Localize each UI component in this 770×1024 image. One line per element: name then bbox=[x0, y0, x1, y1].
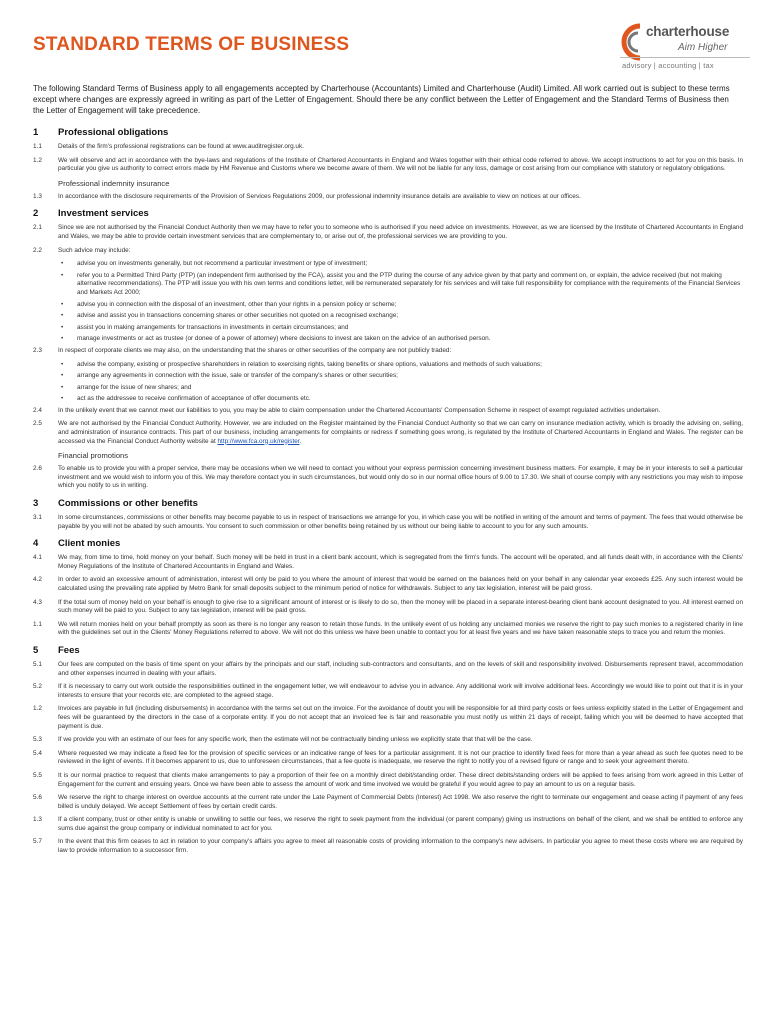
clause-number: 2.1 bbox=[33, 224, 42, 232]
clause-number: 4.1 bbox=[33, 554, 42, 562]
clause bbox=[33, 750, 743, 767]
section-title: Professional obligations bbox=[58, 127, 169, 138]
clause-body: In order to avoid an excessive amount of administration, interest will only be paid to you where the amount of interest that would be earned on the balances held on your behalf in any calendar year exceeds £25. Any such interest would be calculated using the prevailing rate applied by Metro Bank for small deposits subject to the minimum period of notice for withdrawals. Subject to any tax legislation, interest will be paid gross. bbox=[58, 576, 743, 592]
clause bbox=[33, 661, 743, 678]
intro-paragraph: The following Standard Terms of Business apply to all engagements accepted by Charterhouse (Accountants) Limited and Charterhouse (Audit) Limited. All work carried out is subject to these terms except where changes are expressly agreed in writing as part of the Letter of Engagement. Should there be any conflict between the Letter of Engagement and the Standard Terms of Business then the Letter of Engagement will take precedence. bbox=[33, 84, 730, 115]
clause-number: 2.6 bbox=[33, 465, 42, 473]
bullet-icon: • bbox=[61, 271, 64, 279]
clause-number: 5.7 bbox=[33, 838, 42, 846]
clause bbox=[33, 816, 743, 833]
clause-text bbox=[58, 247, 743, 256]
clause-body: It is our normal practice to request that clients make arrangements to pay a proportion of their fee on a monthly direct debit/standing order. These direct debits/standing orders will be applied to fees arising from work agreed in this Letter of Engagement for the current and ensuing years. Once we have been able to assess the amount of work and time involved we would be grateful if you would agree to pay an amount to us on a regular basis. bbox=[58, 771, 743, 788]
clause-body: In accordance with the disclosure requirements of the Provision of Services Regulations 2009, our professional indemnity insurance details are available to view on notices at our offices. bbox=[58, 192, 581, 200]
section-number: 3 bbox=[33, 498, 39, 510]
bullet-icon: • bbox=[61, 395, 64, 403]
clause-number: 1.1 bbox=[33, 620, 42, 628]
clause-text bbox=[58, 794, 743, 811]
clause-text bbox=[58, 407, 743, 416]
clause-text bbox=[58, 736, 743, 745]
clause bbox=[33, 347, 743, 356]
clause-body: In respect of corporate clients we may also, on the understanding that the shares or other securities of the company are not publicly traded: bbox=[58, 346, 452, 354]
clause-number: 5.4 bbox=[33, 749, 42, 757]
bullet-text: advise you on investments generally, but not recommend a particular investment or type of investment; bbox=[77, 260, 368, 268]
clause bbox=[33, 838, 743, 855]
bullet-text: refer you to a Permitted Third Party (PTP) (an independent firm authorised by the FCA), assist you and the PTP during the course of any advice given by that party and comment on, or explain, the advice received (but not making alternative recommendations). The PTP will issue you with his own terms and conditions letter, will be remunerated separately for his services and will take full responsibility for compliance with the requirements of the Financial Services and Markets Act 2000; bbox=[77, 271, 741, 296]
clause-body: If we provide you with an estimate of our fees for any specific work, then the estimate will not be contractually binding unless we explicitly state that that will be the case. bbox=[58, 736, 533, 744]
clause-body: If a client company, trust or other entity is unable or unwilling to settle our fees, we reserve the right to seek payment from the individual (or parent company) giving us instructions on behalf of the client, and we shall be entitled to enforce any sums due against the group company or individual nominated to act for you. bbox=[58, 816, 743, 832]
bullet-icon: • bbox=[61, 323, 64, 331]
clause-body: Where requested we may indicate a fixed fee for the provision of specific services or an indicative range of fees for a particular assignment. It is not our practice to identify fixed fees for more than a year ahead as such fee quotes need to be reviewed in the light of events. If it becomes apparent to us, due to unforeseen circumstances, that a fee quote is inadequate, we reserve the right to notify you of a revised figure or range and to seek your agreement thereto. bbox=[58, 749, 743, 766]
clause-text bbox=[58, 465, 743, 491]
clause-text bbox=[58, 420, 743, 446]
clause bbox=[33, 794, 743, 811]
section-number: 2 bbox=[33, 208, 39, 220]
clause-number: 2.2 bbox=[33, 246, 42, 254]
bullet-icon: • bbox=[61, 383, 64, 391]
clause-text bbox=[58, 157, 743, 174]
clause-text bbox=[58, 661, 743, 678]
clause-text bbox=[58, 838, 743, 855]
bullet-text: advise and assist you in transactions concerning shares or other securities not quoted on a recognised exchange; bbox=[77, 312, 399, 320]
bullet-item bbox=[58, 361, 743, 370]
logo-name: charterhouse bbox=[646, 24, 730, 39]
clause-text bbox=[58, 816, 743, 833]
clause bbox=[33, 621, 743, 638]
clause-number: 1.2 bbox=[33, 156, 42, 164]
bullet-icon: • bbox=[61, 360, 64, 368]
clause-number: 5.2 bbox=[33, 683, 42, 691]
section-title: Investment services bbox=[58, 208, 149, 220]
clause-text bbox=[58, 143, 743, 152]
clause-body: If the total sum of money held on your behalf is enough to give rise to a significant amount of interest or is likely to do so, then the money will be placed in a separate interest-bearing client bank account designated to you. All interest earned on such money will be paid to you. Subject to any tax legislation, interest will be paid gross. bbox=[58, 598, 743, 615]
clause bbox=[33, 576, 743, 593]
bullet-item bbox=[58, 335, 743, 344]
logo-mark-icon bbox=[620, 22, 646, 62]
clause-body: Invoices are payable in full (including disbursements) in accordance with the terms set out on the invoice. For the avoidance of doubt you will be responsible for all third party costs or fees unless explicitly stated in the Letter of Engagement and fees will be guaranteed by the directors in the case of a corporate entity. If you do not accept that an invoiced fee is fair and reasonable you must notify us within 21 days of receipt, failing which you will be deemed to have accepted that payment is due. bbox=[58, 705, 743, 730]
clause bbox=[33, 683, 743, 700]
clause-body: Details of the firm's professional registrations can be found at www.auditregister.org.uk. bbox=[58, 143, 304, 150]
clause-number: 2.4 bbox=[33, 406, 42, 414]
section-heading bbox=[33, 127, 743, 138]
clause bbox=[33, 193, 743, 202]
bullet-item bbox=[58, 301, 743, 310]
bullet-icon: • bbox=[61, 300, 64, 308]
clause-text bbox=[58, 514, 743, 531]
logo-divider bbox=[620, 57, 750, 58]
bullet-item bbox=[58, 324, 743, 333]
bullet-item bbox=[58, 384, 743, 393]
bullet-icon: • bbox=[61, 372, 64, 380]
section-heading bbox=[33, 538, 743, 549]
clause-number: 4.3 bbox=[33, 598, 42, 606]
section-number: 4 bbox=[33, 538, 39, 550]
company-logo bbox=[620, 20, 750, 76]
clause bbox=[33, 465, 743, 491]
clause bbox=[33, 420, 743, 446]
clause-body: We may, from time to time, hold money on your behalf. Such money will be held in trust in a client bank account, which is segregated from the firm's funds. The account will be operated, and all funds dealt with, in accordance with the Clients' Money Regulations of the Institute of Chartered Accountants in England and Wales. bbox=[58, 554, 743, 570]
clause bbox=[33, 599, 743, 616]
clause bbox=[33, 247, 743, 256]
clause-number: 1.3 bbox=[33, 192, 42, 200]
clause-body-end: . bbox=[299, 437, 302, 445]
section-number: 1 bbox=[33, 127, 39, 138]
clause-body: To enable us to provide you with a proper service, there may be occasions when we will need to contact you without your express permission concerning investment business matters. For example, it may be in your interests to sell a particular investment and we would wish to inform you of this. We may therefore contact you in such circumstances, but would only do so in our normal office hours of 9.00 to 17.30. We shall of course comply with any restrictions you may wish to impose which you notify to us in writing. bbox=[58, 465, 743, 490]
bullet-item bbox=[58, 312, 743, 321]
clause-body: We will return monies held on your behalf promptly as soon as there is no longer any reason to retain those funds. In the unlikely event of us holding any unclaimed monies we reserve the right to pay such monies to a registered charity in line with the guidelines set out in the Clients' Money Regulations referred to above. We will not do this unless we have been unable to contact you for at least five years and we have taken reasonable steps to trace you and return the monies. bbox=[58, 620, 743, 637]
bullet-icon: • bbox=[61, 260, 64, 268]
clause-number: 5.5 bbox=[33, 771, 42, 779]
bullet-text: act as the addressee to receive confirmation of acceptance of offer documents etc. bbox=[77, 395, 311, 403]
bullet-text: assist you in making arrangements for transactions in investments in certain circumstances; and bbox=[77, 323, 349, 331]
bullet-text: advise the company, existing or prospective shareholders in relation to exercising rights, taking benefits or share options, valuations and methods of such valuations; bbox=[77, 360, 542, 368]
subsection-heading: Financial promotions bbox=[58, 451, 129, 461]
clause bbox=[33, 224, 743, 241]
clause-body: In some circumstances, commissions or other benefits may become payable to us in respect of transactions we arrange for you, in which case you will be notified in writing of the amount and terms of payment. The fees that would otherwise be payable by you will not be abated by such amounts. You consent to such commission or other benefits being retained by us without our being liable to account to you for any such amounts. bbox=[58, 514, 743, 530]
clause-text bbox=[58, 576, 743, 593]
clause-number: 2.3 bbox=[33, 346, 42, 354]
section-title: Client monies bbox=[58, 538, 121, 550]
clause bbox=[33, 143, 743, 152]
logo-subline: advisory | accounting | tax bbox=[622, 61, 714, 70]
clause-body: We will observe and act in accordance with the bye-laws and regulations of the Institute of Chartered Accountants in England and Wales together with their ethical code referred to above. We accept instructions to act for you on this basis. In particular you give us authority to correct errors made by HM Revenue and Customs where we become aware of them. We will not be liable for any loss, damage or cost arising from our compliance with statutory or regulatory obligations. bbox=[58, 156, 743, 173]
clause bbox=[33, 407, 743, 416]
bullet-text: arrange for the issue of new shares; and bbox=[77, 383, 192, 391]
clause-text bbox=[58, 683, 743, 700]
register-link[interactable]: http://www.fca.org.uk/register bbox=[217, 437, 300, 445]
clause-body: In the unlikely event that we cannot meet our liabilities to you, you may be able to claim compensation under the Chartered Accountants' Compensation Scheme in respect of exempt regulated activities undertaken. bbox=[58, 406, 661, 414]
section-heading bbox=[33, 645, 743, 656]
bullet-icon: • bbox=[61, 312, 64, 320]
clause-text bbox=[58, 554, 743, 571]
bullet-text: arrange any agreements in connection with the issue, sale or transfer of the company's shares or other securities; bbox=[77, 372, 398, 380]
clause-body: Since we are not authorised by the Financial Conduct Authority then we may have to refer you to someone who is authorised if you need advice on investments. However, as we are licensed by the Institute of Chartered Accountants in England and Wales, we may be able to provide certain investment services that are complementary to, or arise out of, the professional services we are providing to you. bbox=[58, 224, 743, 240]
bullet-item bbox=[58, 372, 743, 381]
clause-text bbox=[58, 224, 743, 241]
clause bbox=[33, 705, 743, 731]
clause bbox=[33, 736, 743, 745]
clause-number: 1.1 bbox=[33, 143, 42, 150]
bullet-text: advise you in connection with the disposal of an investment, other than your rights in a pension policy or scheme; bbox=[77, 300, 397, 308]
clause-body: We reserve the right to charge interest on overdue accounts at the current rate under the Late Payment of Commercial Debts (Interest) Act 1998. We also reserve the right to terminate our engagement and cease acting if payment of any fees billed is unduly delayed. We accept Settlement of fees by certain credit cards. bbox=[58, 794, 743, 810]
clause-text bbox=[58, 193, 743, 202]
clause-body: Our fees are computed on the basis of time spent on your affairs by the principals and our staff, including sub-contractors and consultants, and on the levels of skill and responsibility involved. Disbursements represent travel, accommodation and other expenses incurred in dealing with your affairs. bbox=[58, 660, 743, 677]
clause-number: 4.2 bbox=[33, 576, 42, 584]
clause-body: If it is necessary to carry out work outside the responsibilities outlined in the engagement letter, we will endeavour to advise you in advance. Any additional work will involve additional fees. Accordingly we would like to point out that it is in your interests to ensure that your records etc. are completed to the agreed stage. bbox=[58, 683, 743, 699]
clause bbox=[33, 514, 743, 531]
clause-number: 5.6 bbox=[33, 794, 42, 802]
clause-text bbox=[58, 347, 743, 356]
clause-number: 5.1 bbox=[33, 660, 42, 668]
subsection-heading: Professional indemnity insurance bbox=[58, 178, 170, 188]
clause-number: 2.5 bbox=[33, 420, 42, 428]
bullet-text: manage investments or act as trustee (or donee of a power of attorney) where decisions to invest are taken on the advice of an authorised person. bbox=[77, 335, 491, 343]
clause-number: 5.3 bbox=[33, 736, 42, 744]
clause-body: Such advice may include: bbox=[58, 246, 131, 254]
bullet-item bbox=[58, 272, 743, 298]
clause-text bbox=[58, 621, 743, 638]
clause-number: 1.3 bbox=[33, 816, 42, 824]
logo-tagline: Aim Higher bbox=[678, 42, 728, 53]
bullet-item bbox=[58, 395, 743, 404]
section-title: Fees bbox=[58, 644, 80, 656]
section-heading bbox=[33, 498, 743, 509]
clause-body: In the event that this firm ceases to act in relation to your company's affairs you agree to meet all reasonable costs of providing information to the company's new advisers. In particular you agree to meet these costs where we are required by law to provide information to a successor firm. bbox=[58, 838, 743, 855]
terms-content bbox=[33, 120, 743, 861]
clause bbox=[33, 554, 743, 571]
clause-text bbox=[58, 750, 743, 767]
section-title: Commissions or other benefits bbox=[58, 498, 198, 510]
clause-number: 3.1 bbox=[33, 514, 42, 522]
section-heading bbox=[33, 208, 743, 219]
section-number: 5 bbox=[33, 644, 39, 656]
bullet-icon: • bbox=[61, 335, 64, 343]
clause-body: We are not authorised by the Financial Conduct Authority. However, we are included on the Register maintained by the Financial Conduct Authority so that we can carry on insurance mediation activity, which is broadly the advising on, selling, and administration of insurance contracts. This part of our business, including arrangements for complaints or redress if something goes wrong, is regulated by the Institute of Chartered Accountants in England and Wales. The register can be accessed via the Financial Conduct Authority website at bbox=[58, 420, 743, 445]
clause bbox=[33, 157, 743, 174]
bullet-item bbox=[58, 260, 743, 269]
clause bbox=[33, 772, 743, 789]
clause-text bbox=[58, 599, 743, 616]
clause-number: 1.2 bbox=[33, 705, 42, 713]
clause-text bbox=[58, 772, 743, 789]
clause-text bbox=[58, 705, 743, 731]
page-title: STANDARD TERMS OF BUSINESS bbox=[33, 34, 350, 55]
